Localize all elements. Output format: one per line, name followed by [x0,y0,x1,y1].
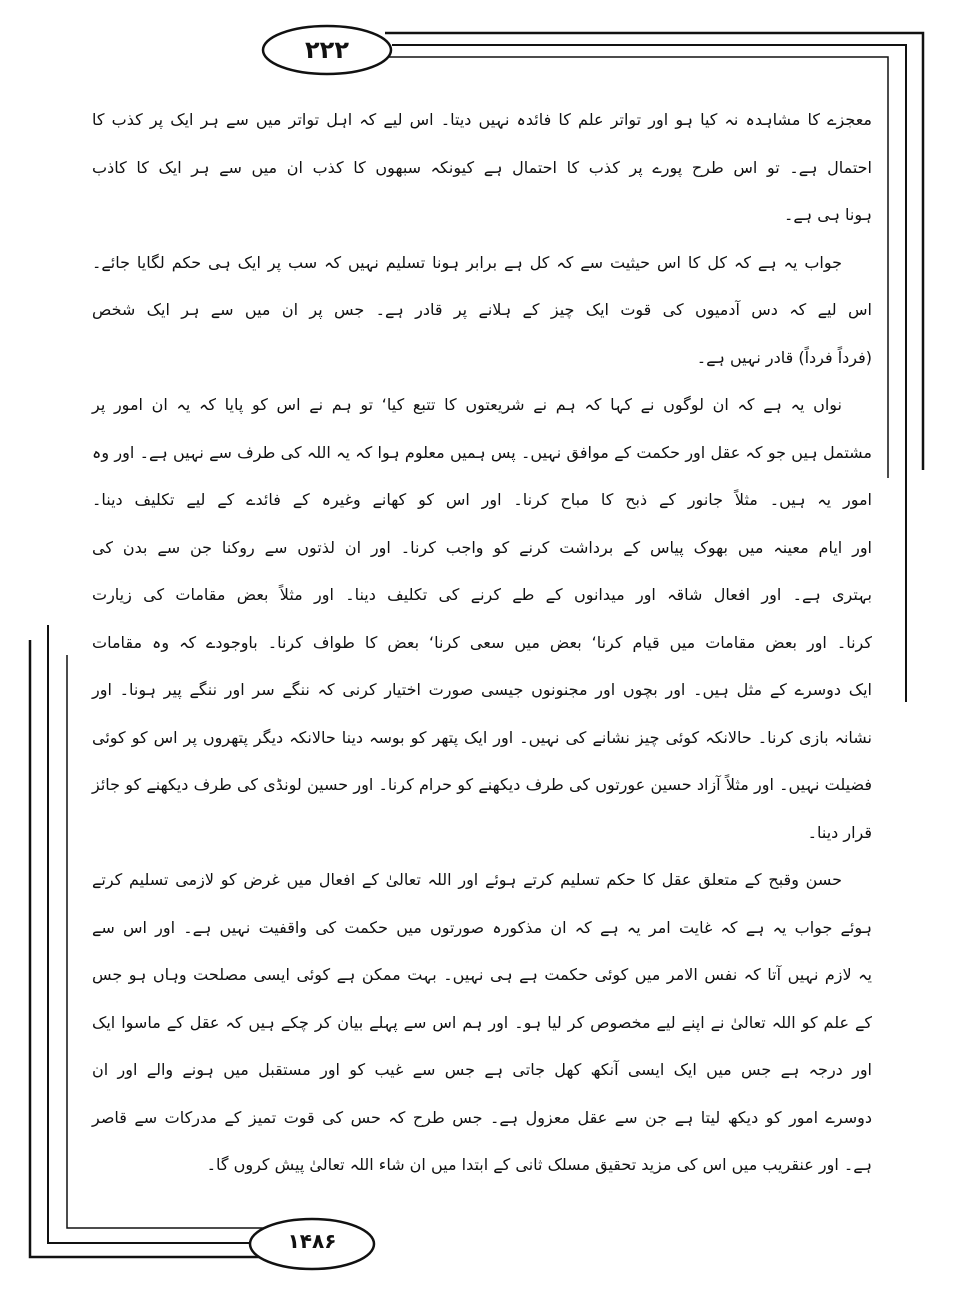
text-line: ہونا ہی ہے۔ [784,205,872,224]
page-number-top: ۲۲۲ [305,36,349,64]
text-line: ہے۔ اور عنقریب میں اس کی مزید تحقیق مسلک ثانی کے ابتدا میں ان شاء اللہ تعالیٰ پیش کروں گا۔ [206,1155,872,1174]
text-line: (فرداً فرداً) قادر نہیں ہے۔ [696,347,872,367]
text-line: یہ لازم نہیں آتا کہ نفس الامر میں کوئی حکمت ہے ہی نہیں۔ بہت ممکن ہے کوئی ایسی مصلحت وہاں ہو جس [92,965,872,984]
text-line: اس لیے کہ دس آدمیوں کی قوت ایک چیز کے ہلانے پر قادر ہے۔ جس پر ان میں سے ہر ایک شخص [92,300,872,319]
page-number-bottom: ۱۴۸۶ [287,1229,337,1253]
text-line: فضیلت نہیں۔ اور مثلاً آزاد حسین عورتوں کی طرف دیکھنے کو حرام کرنا۔ اور حسین لونڈی کی طرف دیکھنے کو جائز [92,775,872,794]
text-line: احتمال ہے۔ تو اس طرح پورے پر کذب کا احتمال ہے کیونکہ سبھوں کا کذب ان میں سے ہر ایک کا کاذب [92,157,872,177]
text-line: امور یہ ہیں۔ مثلاً جانور کے ذبح کا مباح کرنا۔ اور اس کو کھانے وغیرہ کے فائدے کے لیے تکلیف دینا۔ [92,490,872,509]
text-line: ہوئے جواب یہ ہے کہ غایت امر یہ ہے کہ ان مذکورہ صورتوں میں حکمت کی واقفیت نہیں ہے۔ اور اس سے [92,917,872,937]
paragraph-start-line: جواب یہ ہے کہ کل کا اس حیثیت سے کہ کل ہے برابر ہونا تسلیم نہیں کہ سب پر ایک ہی حکم لگایا جائے۔ [92,252,842,272]
paragraph-start-line: نواں یہ ہے کہ ان لوگوں نے کہا کہ ہم نے شریعتوں کا تتبع کیا‘ تو ہم نے اس کو پایا کہ یہ ان امور پر [92,395,842,414]
text-line: نشانہ بازی کرنا۔ حالانکہ کوئی چیز نشانے کی نہیں۔ اور ایک پتھر کو بوسہ دینا حالانکہ دیگر پتھروں پر اس کو کوئی [92,727,872,747]
text-line: بہتری ہے۔ اور افعال شاقہ اور میدانوں کے طے کرنے کی تکلیف دینا۔ اور مثلاً بعض مقامات کی زیارت [92,585,872,604]
text-line: قرار دینا۔ [807,822,872,842]
text-line: ایک دوسرے کے مثل ہیں۔ اور بچوں اور مجنونوں جیسی صورت اختیار کرنی کہ ننگے سر اور ننگے پیر ہونا۔ اور [92,680,872,699]
text-line: دوسرے امور کو دیکھ لیتا ہے جن سے عقل معزول ہے۔ جس طرح کہ حس کی قوت تمیز کے مدرکات سے قاصر [92,1107,872,1127]
text-line: کرنا۔ اور بعض مقامات میں قیام کرنا‘ بعض میں سعی کرنا‘ بعض کا طواف کرنا۔ باوجودے کہ وہ مقامات [92,632,872,652]
text-line: اور درجہ ہے جس میں ایک ایسی آنکھ کھل جاتی ہے جس سے غیب کو اور مستقبل میں ہونے والے اور ان [92,1060,872,1079]
body-text [92,96,872,1189]
paragraph-start-line: حسن وقبح کے متعلق عقل کا حکم تسلیم کرتے ہوئے اور اللہ تعالیٰ کے افعال میں غرض کو لازمی تسلیم کرتے [92,870,842,889]
text-line: معجزے کا مشاہدہ نہ کیا ہو اور تواتر علم کا فائدہ نہیں دیتا۔ اس لیے کہ اہل تواتر میں سے ہر ایک پر کذب کا [92,110,872,129]
text-line: اور ایام معینہ میں بھوک پیاس کے برداشت کرنے کو واجب کرنا۔ اور ان لذتوں سے روکنا جن سے بدن کی [92,537,872,557]
text-line: مشتمل ہیں جو کہ عقل اور حکمت کے موافق نہیں۔ پس ہمیں معلوم ہوا کہ یہ اللہ کی طرف سے نہیں ہے۔ اور وہ [92,442,872,462]
text-line: کے علم کو اللہ تعالیٰ نے اپنے لیے مخصوص کر لیا ہو۔ اور ہم اس سے پہلے بیان کر چکے ہیں کہ عقل کے ماسوا ایک [92,1012,872,1032]
